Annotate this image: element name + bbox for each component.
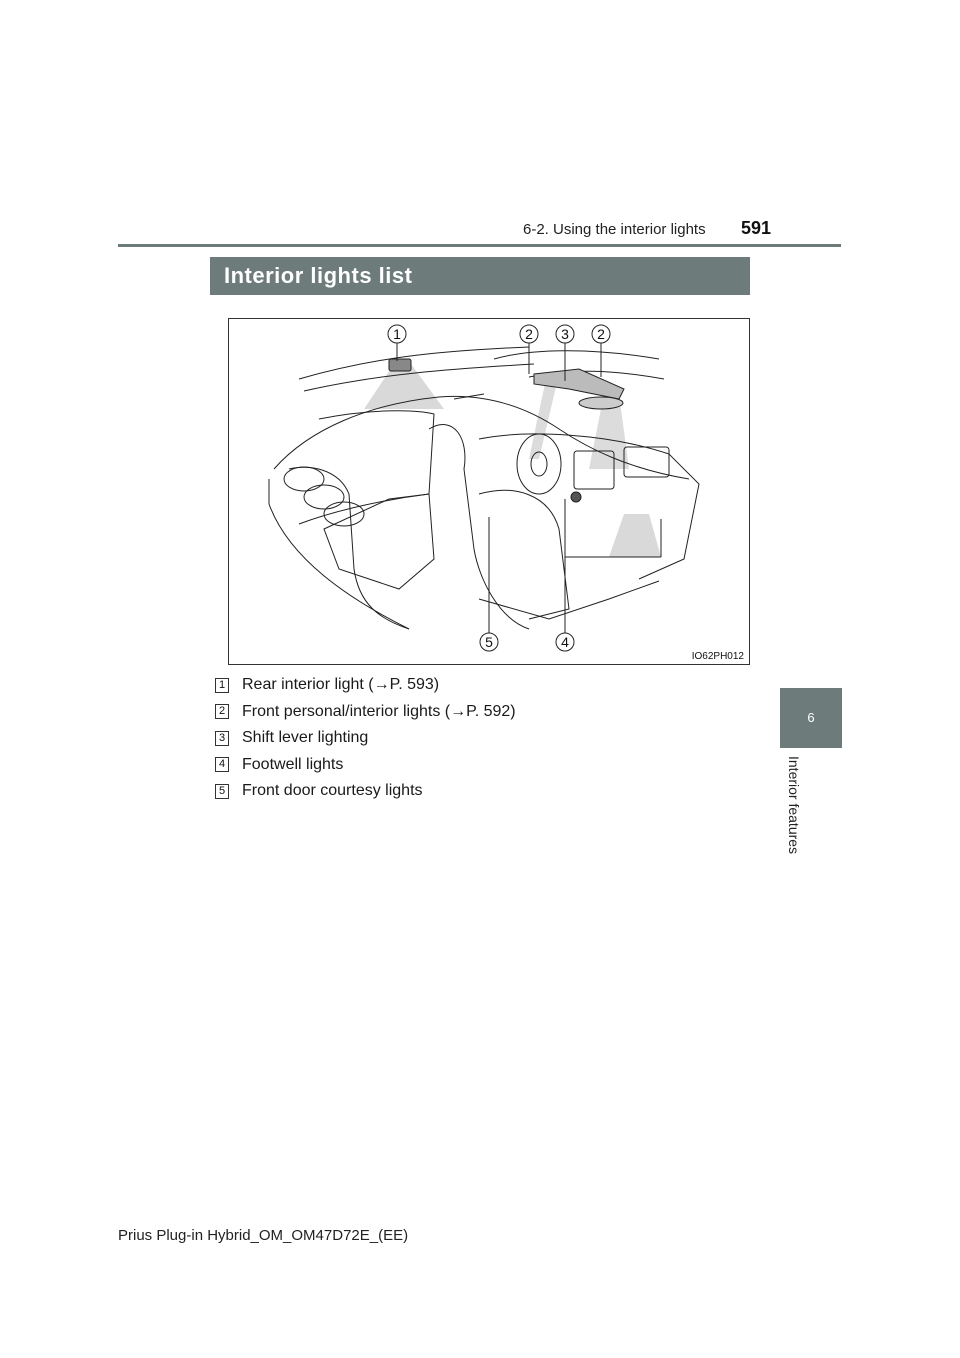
legend-list — [215, 672, 755, 805]
header-divider — [118, 244, 841, 247]
section-title: Interior lights list — [224, 263, 413, 288]
legend-label: Footwell lights — [242, 755, 344, 773]
footwell-beam — [609, 514, 661, 557]
callout-label: 3 — [561, 326, 569, 342]
chapter-tab — [780, 688, 842, 748]
header-section-title: 6-2. Using the interior lights — [523, 221, 706, 238]
callout-label: 1 — [393, 326, 401, 342]
section-title-bar — [210, 257, 750, 295]
callout-label: 4 — [561, 634, 569, 650]
callout-label: 2 — [525, 326, 533, 342]
shift-lever — [571, 492, 581, 502]
legend-item — [215, 752, 755, 779]
legend-item — [215, 699, 755, 726]
interior-lights-illustration — [228, 318, 750, 665]
legend-item — [215, 672, 755, 699]
chapter-number: 6 — [807, 710, 815, 725]
legend-item — [215, 778, 755, 805]
rear-interior-light — [389, 359, 411, 371]
legend-label: Front personal/interior lights (→P. 592) — [242, 702, 516, 720]
page-number: 591 — [741, 218, 772, 238]
figure-code: IO62PH012 — [691, 651, 744, 662]
legend-number: 3 — [215, 731, 229, 746]
legend-number: 2 — [215, 704, 229, 719]
legend-label: Rear interior light (→P. 593) — [242, 676, 440, 694]
car-interior-drawing — [229, 319, 750, 665]
chapter-label — [784, 756, 804, 866]
chapter-label-text: Interior features — [786, 756, 802, 855]
legend-label: Front door courtesy lights — [242, 782, 423, 800]
footer-manual-id: Prius Plug-in Hybrid_OM_OM47D72E_(EE) — [118, 1227, 409, 1244]
legend-number: 4 — [215, 757, 229, 772]
legend-label: Shift lever lighting — [242, 729, 369, 747]
legend-number: 1 — [215, 678, 229, 693]
legend-number: 5 — [215, 784, 229, 799]
legend-item — [215, 725, 755, 752]
callout-label: 5 — [485, 634, 493, 650]
callout-label: 2 — [597, 326, 605, 342]
